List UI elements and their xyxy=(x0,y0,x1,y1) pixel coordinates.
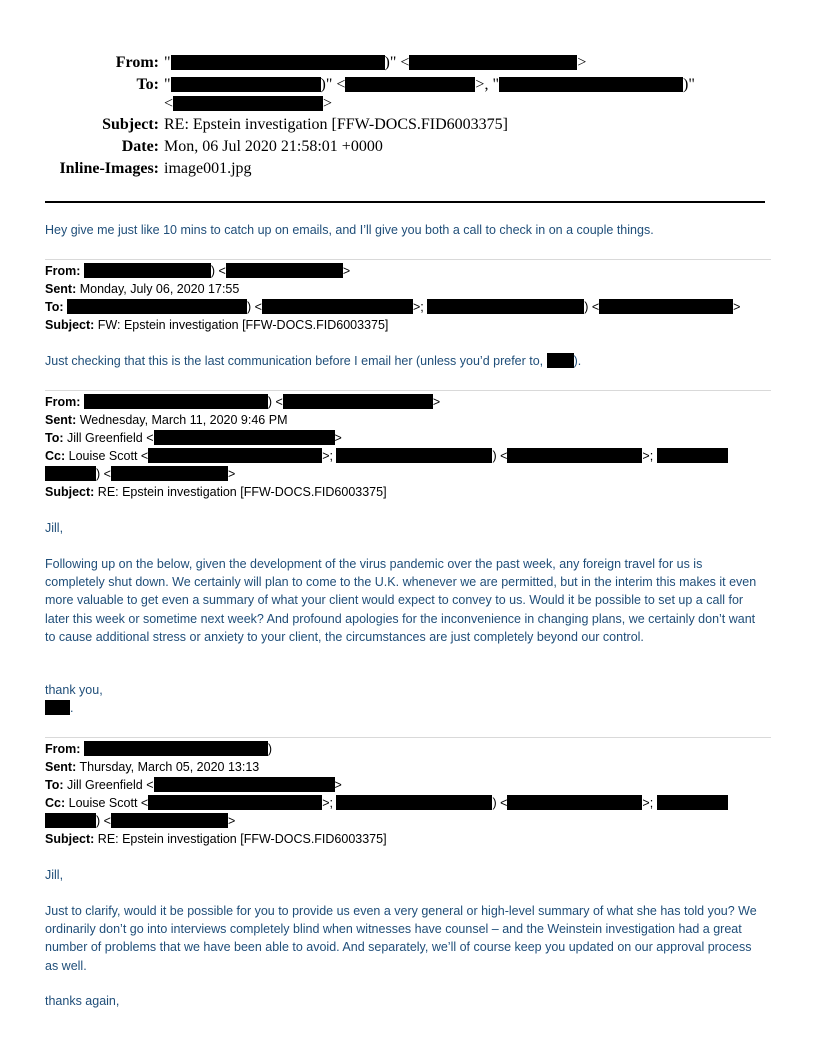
msg1-from-row xyxy=(45,262,350,280)
msg3-subject-row xyxy=(45,830,387,848)
header-subject-label: Subject: xyxy=(102,116,159,133)
redaction-bar xyxy=(84,263,211,278)
header-subject-row xyxy=(0,116,816,138)
msg1-from-end: > xyxy=(342,264,351,278)
msg1-from-label: From: xyxy=(45,264,81,278)
msg2-sent-label: Sent: xyxy=(45,413,77,427)
msg2-cc2-sep: ) < xyxy=(96,467,111,481)
msg1-body-end: ). xyxy=(573,354,582,368)
msg2-sent-value: Wednesday, March 11, 2020 9:46 PM xyxy=(76,413,288,427)
msg2-from-row xyxy=(45,393,440,411)
msg2-cc-value: Louise Scott < xyxy=(65,449,149,463)
redaction-bar xyxy=(427,299,584,314)
redaction-bar xyxy=(226,263,343,278)
header-to-sep: )" < xyxy=(320,76,346,93)
msg1-to-sep: ) < xyxy=(247,300,262,314)
header-to-label: To: xyxy=(136,76,159,93)
header-to-sep3: )" xyxy=(682,76,695,93)
msg3-cc-sep2: ) < xyxy=(492,796,508,810)
header-to-sep2: >, " xyxy=(475,76,499,93)
redaction-bar xyxy=(67,299,247,314)
header-to-sep4: < xyxy=(164,95,174,112)
msg2-subject-row xyxy=(45,483,387,501)
redaction-bar xyxy=(111,813,228,828)
msg2-to-end: > xyxy=(334,431,342,445)
msg1-sent-row xyxy=(45,280,239,298)
msg3-cc-row-cont xyxy=(45,812,235,830)
msg1-sent-label: Sent: xyxy=(45,282,77,296)
msg2-cc-label: Cc: xyxy=(45,449,66,463)
header-from-row xyxy=(0,54,816,76)
msg3-to-label: To: xyxy=(45,778,64,792)
redaction-bar xyxy=(84,741,268,756)
message-separator xyxy=(45,737,771,738)
header-from-label: From: xyxy=(115,54,159,71)
msg3-cc2-sep: ) < xyxy=(96,814,111,828)
redaction-bar xyxy=(84,394,268,409)
header-from-end: > xyxy=(577,54,587,71)
msg2-signature xyxy=(45,699,73,717)
msg3-sent-label: Sent: xyxy=(45,760,77,774)
header-inline-images-value: image001.jpg xyxy=(164,160,252,177)
msg2-subject-label: Subject: xyxy=(45,485,95,499)
msg3-sent-row xyxy=(45,758,259,776)
redaction-bar xyxy=(262,299,413,314)
msg1-to-sep3: ) < xyxy=(584,300,600,314)
redaction-bar xyxy=(171,55,385,70)
msg3-cc2-end: > xyxy=(227,814,236,828)
redaction-bar xyxy=(45,813,96,828)
msg2-from-label: From: xyxy=(45,395,81,409)
redaction-bar xyxy=(507,795,642,810)
msg2-signoff: thank you, xyxy=(45,683,103,697)
msg2-from-end: > xyxy=(432,395,441,409)
msg3-cc-value: Louise Scott < xyxy=(65,796,149,810)
msg3-to-row xyxy=(45,776,342,794)
redaction-bar xyxy=(171,77,321,92)
redaction-bar xyxy=(499,77,683,92)
header-subject-value: RE: Epstein investigation [FFW-DOCS.FID6003375] xyxy=(164,116,508,133)
header-inline-images-row xyxy=(0,160,816,182)
msg1-to-label: To: xyxy=(45,300,64,314)
header-from-sep: )" < xyxy=(384,54,410,71)
header-to-end: > xyxy=(323,95,333,112)
msg2-paragraph: Following up on the below, given the development of the virus pandemic over the past week, any foreign travel for us is completely shut down. We certainly will plan to come to the U.K. whenever we are permitted, but in the interim this makes it even more valuable to get even a summary of what your client would expect to convey to us. Would it be possible to set up a call for later this week or sometime next week? And profound apologies for the inconvenience in changing plans, we certainly don’t want to cause additional stress or anxiety to your client, the circumstances are just completely beyond our control. xyxy=(45,557,757,644)
msg2-cc-row-cont xyxy=(45,465,235,483)
msg2-cc-sep2: ) < xyxy=(492,449,508,463)
header-date-value: Mon, 06 Jul 2020 21:58:01 +0000 xyxy=(164,138,383,155)
message-separator xyxy=(45,390,771,391)
msg3-cc-label: Cc: xyxy=(45,796,66,810)
msg2-cc-row xyxy=(45,447,728,465)
msg2-from-sep: ) < xyxy=(267,395,283,409)
redaction-bar xyxy=(345,77,475,92)
redaction-bar xyxy=(154,430,335,445)
redaction-bar xyxy=(507,448,642,463)
msg1-to-row xyxy=(45,298,740,316)
header-divider xyxy=(45,201,765,203)
msg3-subject-value: RE: Epstein investigation [FFW-DOCS.FID6003375] xyxy=(94,832,387,846)
redaction-bar xyxy=(657,448,728,463)
msg3-paragraph: Just to clarify, would it be possible for you to provide us even a very general or high-level summary of what she has told you? We ordinarily don’t go into interviews completely blind when witnesses have counsel – and the Weinstein investigation had a great number of problems that we have been able to avoid. And separately, we’ll of course keep you updated on our approval process as well. xyxy=(45,904,757,973)
msg2-signature-end: . xyxy=(70,701,74,715)
msg1-body-text: Just checking that this is the last communication before I email her (unless you’d prefer to, xyxy=(45,354,547,368)
msg1-sent-value: Monday, July 06, 2020 17:55 xyxy=(76,282,240,296)
header-date-row xyxy=(0,138,816,160)
msg2-greeting: Jill, xyxy=(45,521,64,535)
msg3-to-end: > xyxy=(334,778,342,792)
msg1-subject-row xyxy=(45,316,388,334)
redaction-bar xyxy=(599,299,733,314)
msg2-cc2-end: > xyxy=(227,467,236,481)
redaction-bar xyxy=(336,448,492,463)
msg1-subject-label: Subject: xyxy=(45,318,95,332)
msg3-from-label: From: xyxy=(45,742,81,756)
msg1-from-sep: ) < xyxy=(210,264,226,278)
msg3-cc-row xyxy=(45,794,728,812)
redaction-bar xyxy=(45,700,70,715)
header-inline-images-label: Inline-Images: xyxy=(59,160,159,177)
msg2-subject-value: RE: Epstein investigation [FFW-DOCS.FID6003375] xyxy=(94,485,387,499)
redaction-bar xyxy=(657,795,728,810)
msg3-subject-label: Subject: xyxy=(45,832,95,846)
msg1-to-sep2: >; xyxy=(412,300,424,314)
msg2-to-value: Jill Greenfield < xyxy=(63,431,154,445)
redaction-bar xyxy=(148,448,322,463)
msg2-sent-row xyxy=(45,411,287,429)
msg3-sent-value: Thursday, March 05, 2020 13:13 xyxy=(76,760,260,774)
redaction-bar xyxy=(148,795,322,810)
redaction-bar xyxy=(547,353,574,368)
msg3-from-end: ) xyxy=(267,742,273,756)
redaction-bar xyxy=(154,777,335,792)
msg2-cc-sep3: >; xyxy=(642,449,654,463)
msg3-from-row xyxy=(45,740,272,758)
msg3-cc-sep: >; xyxy=(322,796,333,810)
msg3-cc-sep3: >; xyxy=(642,796,654,810)
msg2-cc-sep: >; xyxy=(322,449,333,463)
header-from-quote: " xyxy=(164,54,171,71)
header-to-row-cont xyxy=(0,95,816,115)
header-date-label: Date: xyxy=(121,138,159,155)
redaction-bar xyxy=(409,55,577,70)
msg2-to-label: To: xyxy=(45,431,64,445)
body-intro: Hey give me just like 10 mins to catch up on emails, and I’ll give you both a call to check in on a couple things. xyxy=(45,223,654,237)
redaction-bar xyxy=(283,394,433,409)
redaction-bar xyxy=(45,466,96,481)
msg2-to-row xyxy=(45,429,342,447)
msg1-subject-value: FW: Epstein investigation [FFW-DOCS.FID6003375] xyxy=(94,318,389,332)
msg3-to-value: Jill Greenfield < xyxy=(63,778,154,792)
redaction-bar xyxy=(336,795,492,810)
msg1-to-end: > xyxy=(733,300,741,314)
msg1-body xyxy=(45,352,581,370)
redaction-bar xyxy=(173,96,323,111)
header-to-quote: " xyxy=(164,76,171,93)
msg3-signoff: thanks again, xyxy=(45,994,120,1008)
redaction-bar xyxy=(111,466,228,481)
message-separator xyxy=(45,259,771,260)
msg3-greeting: Jill, xyxy=(45,868,64,882)
